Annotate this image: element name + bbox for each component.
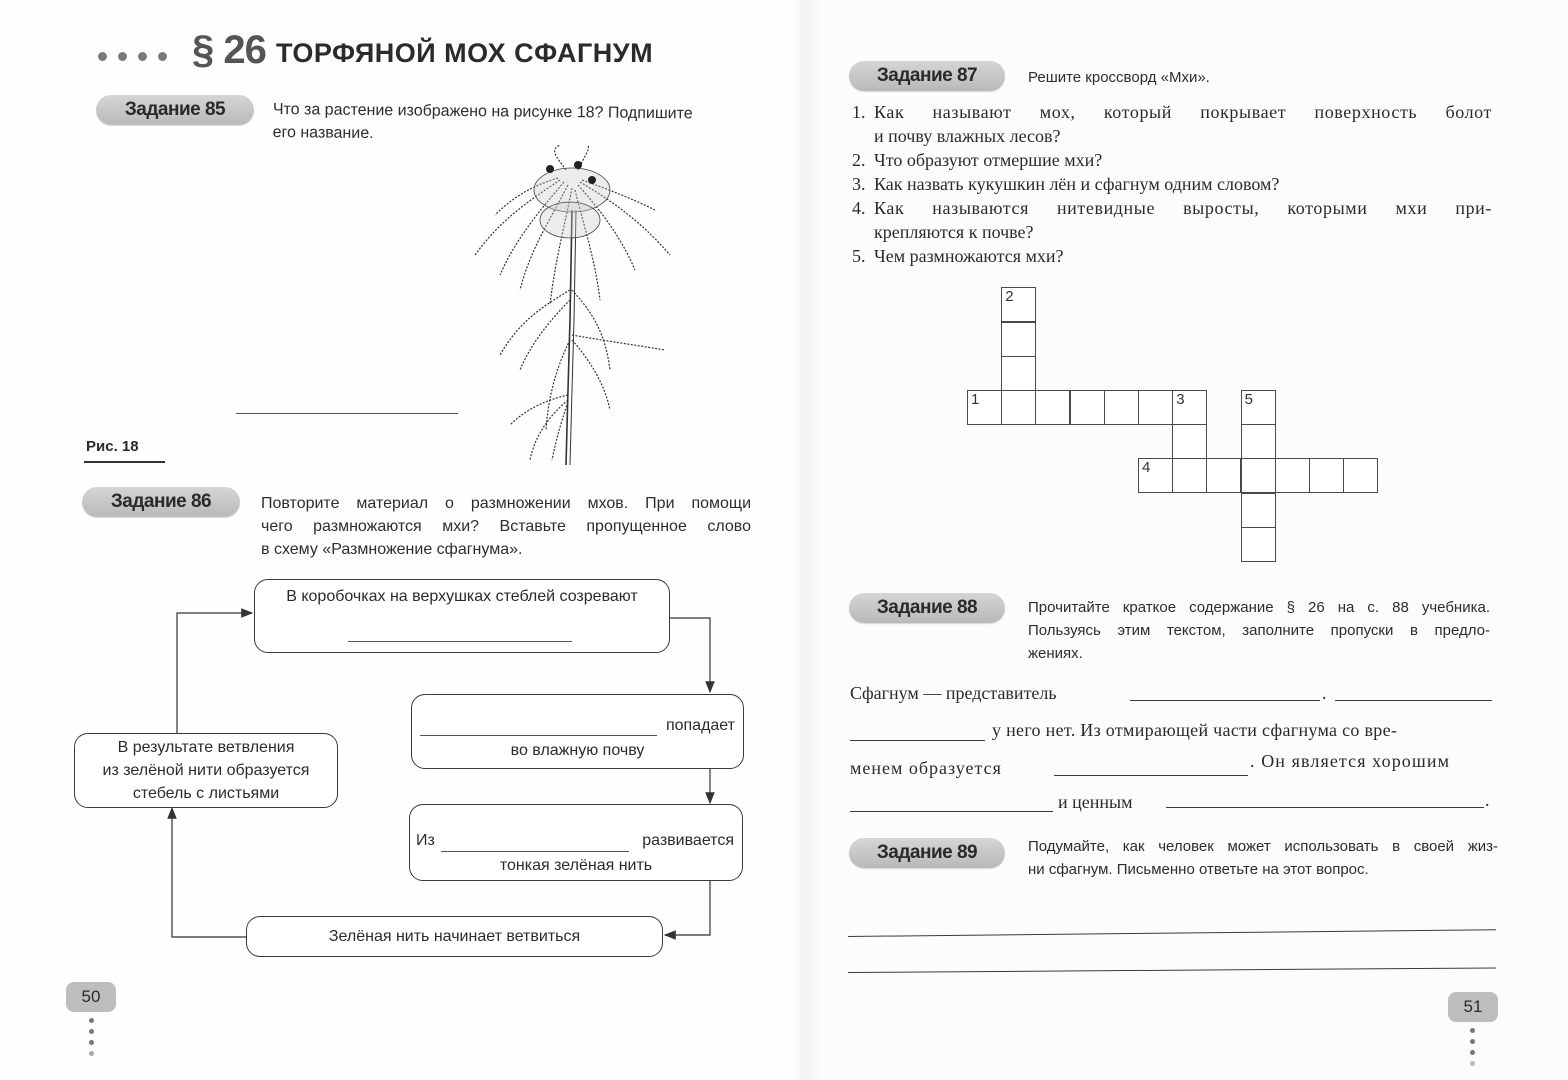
task-87-label: Задание 87 — [849, 61, 1005, 91]
page-number-dots-left — [89, 1018, 94, 1056]
scheme-into-soil-word: попадает — [665, 717, 735, 734]
fill-blank-3[interactable] — [850, 740, 985, 741]
clue-1-line-1: Как называют мох, который покрывает поверхность болот — [874, 102, 1492, 122]
scheme-box-spores — [254, 579, 670, 653]
scheme-spores-blank[interactable] — [348, 641, 572, 642]
scheme-box-spores-text: В коробочках на верхушках стеблей созревают — [286, 588, 638, 605]
figure-label: Рис. 18 — [86, 438, 139, 455]
fill-sentence-3: менем образуется — [850, 758, 1002, 778]
scheme-thread-line2: тонкая зелёная нить — [499, 857, 653, 874]
arrow-bottom-to-left — [172, 808, 246, 937]
scheme-box-stem — [74, 733, 338, 808]
crossword-clue-number: 2 — [1005, 288, 1014, 306]
paragraph-number: § 26 — [192, 28, 266, 72]
task-89-line-2: ни сфагнум. Письменно ответьте на этот вопрос. — [1028, 861, 1369, 878]
page-number-left: 50 — [66, 982, 116, 1012]
scheme-thread-word: развивается — [642, 832, 734, 849]
page-number-right: 51 — [1448, 992, 1498, 1022]
scheme-stem-line-2: из зелёной нити образуется — [102, 762, 310, 779]
task-87-text: Решите кроссворд «Мхи». — [1028, 69, 1210, 86]
task-88-line-1: Прочитайте краткое содержание § 26 на с. 88 учебника. — [1028, 599, 1490, 616]
fill-sentence-1: Сфагнум — представитель — [850, 683, 1057, 703]
clue-4-number: 4. — [852, 198, 866, 218]
clue-5 — [852, 244, 1492, 268]
clue-5-number: 5. — [852, 246, 866, 266]
crossword-clue-number: 5 — [1244, 391, 1253, 408]
arrow-right2-to-bottom — [665, 880, 710, 935]
crossword-cell[interactable] — [1070, 390, 1105, 425]
task-86-line-1: Повторите материал о размножении мхов. При помощи — [261, 495, 751, 512]
fill-sentence-2: у него нет. Из отмирающей части сфагнума со вре- — [992, 720, 1398, 740]
crossword-cell[interactable] — [1138, 390, 1173, 425]
task-85-line-2: его название. — [272, 123, 374, 143]
clue-3-line-1: Как назвать кукушкин лён и сфагнум одним словом? — [874, 174, 1280, 194]
crossword-cell[interactable] — [967, 390, 1002, 425]
crossword-cell[interactable] — [1001, 322, 1036, 357]
crossword-cell[interactable] — [1275, 458, 1310, 493]
fill-sentence-4: и ценным — [1058, 792, 1133, 812]
arrow-top-to-right1 — [669, 618, 710, 692]
crossword-cell[interactable] — [1241, 458, 1276, 493]
fill-blank-4[interactable] — [1054, 775, 1248, 776]
arrow-left-to-top — [177, 613, 252, 733]
scheme-thread-prefix: Из — [416, 832, 435, 849]
clue-5-line-1: Чем размножаются мхи? — [874, 246, 1064, 266]
crossword-cell[interactable] — [1241, 493, 1276, 528]
scheme-stem-line-1: В результате ветвления — [117, 739, 295, 756]
crossword-cell[interactable] — [1001, 287, 1036, 322]
crossword-clue-number: 1 — [971, 391, 980, 408]
crossword-clue-number: 4 — [1142, 459, 1151, 477]
clue-1-number: 1. — [852, 102, 866, 122]
task-88-line-2: Пользуясь этим текстом, заполните пропуски в предло- — [1028, 622, 1490, 639]
scheme-thread-blank[interactable] — [441, 851, 629, 852]
clue-2 — [852, 148, 1492, 172]
scheme-box-thread — [409, 804, 743, 881]
clue-4 — [852, 196, 1492, 244]
fill-blank-2[interactable] — [1335, 700, 1492, 701]
fill-blank-6[interactable] — [1166, 807, 1484, 808]
crossword-cell[interactable] — [1309, 458, 1344, 493]
crossword-cell[interactable] — [1241, 390, 1276, 425]
crossword-cell[interactable] — [1001, 356, 1036, 391]
clue-3 — [852, 172, 1492, 196]
crossword-cell[interactable] — [1343, 458, 1378, 493]
task-88-text — [1028, 596, 1490, 665]
task-88-line-3: жениях. — [1028, 645, 1083, 662]
crossword-cell[interactable] — [1172, 424, 1207, 459]
scheme-stem-line-3: стебель с листьями — [132, 785, 280, 802]
task-88-label: Задание 88 — [849, 593, 1005, 623]
task-86-label: Задание 86 — [82, 487, 240, 517]
clue-2-line-1: Что образуют отмершие мхи? — [874, 150, 1103, 170]
crossword-cell[interactable] — [1241, 424, 1276, 459]
crossword-cell[interactable] — [1138, 458, 1173, 493]
scheme-into-soil-blank[interactable] — [420, 735, 657, 736]
task-85-line-1: Что за растение изображено на рисунке 18? Подпишите — [272, 100, 693, 123]
task-89-line-1: Подумайте, как человек может использовать в своей жиз- — [1028, 838, 1498, 855]
task-89-label: Задание 89 — [849, 838, 1005, 868]
fill-blank-5[interactable] — [850, 811, 1053, 812]
crossword-clues — [852, 100, 1492, 268]
scheme-into-soil-line2: во влажную почву — [510, 742, 645, 759]
crossword-cell[interactable] — [1172, 390, 1207, 425]
crossword-cell[interactable] — [1035, 390, 1070, 425]
task-86-line-2: чего размножаются мхи? Вставьте пропущенное слово — [261, 518, 751, 535]
crossword-cell[interactable] — [1001, 390, 1036, 425]
crossword-cell[interactable] — [1104, 390, 1139, 425]
crossword-cell[interactable] — [1241, 527, 1276, 562]
scheme-box-into-soil — [411, 694, 744, 769]
page-number-dots-right — [1470, 1028, 1475, 1066]
task-85-label: Задание 85 — [96, 95, 254, 125]
clue-4-line-2: крепляются к почве? — [874, 222, 1034, 242]
fill-sentence-1-end: . — [1322, 683, 1327, 703]
fill-blank-1[interactable] — [1130, 700, 1320, 701]
page-title: ТОРФЯНОЙ МОХ СФАГНУМ — [276, 38, 654, 68]
fill-sentence-3-end: . Он является хорошим — [1250, 751, 1451, 771]
scheme-box-branching: Зелёная нить начинает ветвиться — [246, 916, 663, 957]
fill-sentence-4-end: . — [1485, 790, 1490, 810]
clue-1 — [852, 100, 1492, 148]
crossword-cell[interactable] — [1172, 458, 1207, 493]
clue-4-line-1: Как называются нитевидные выросты, которыми мхи при- — [874, 198, 1492, 218]
task-86-line-3: в схему «Размножение сфагнума». — [261, 541, 523, 558]
clue-3-number: 3. — [852, 174, 866, 194]
task-89-text — [1028, 835, 1498, 881]
clue-1-line-2: и почву влажных лесов? — [874, 126, 1061, 146]
clue-2-number: 2. — [852, 150, 866, 170]
crossword-clue-number: 3 — [1176, 391, 1185, 408]
crossword-cell[interactable] — [1206, 458, 1241, 493]
